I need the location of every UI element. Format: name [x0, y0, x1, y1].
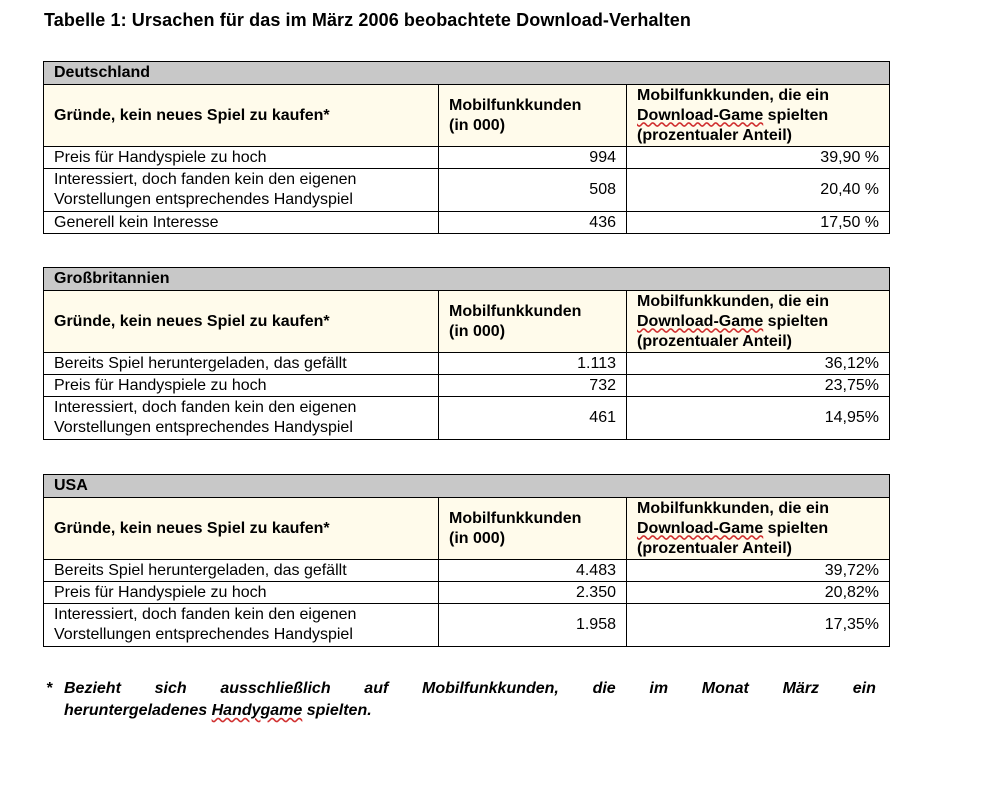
header-share-line3: (prozentualer Anteil) — [637, 332, 792, 350]
reason-cell — [44, 147, 439, 169]
share-cell: 14,95% — [627, 397, 890, 440]
customers-cell: 1.113 — [439, 353, 627, 375]
share-cell: 20,40 % — [627, 169, 890, 212]
column-header-customers — [439, 498, 627, 560]
header-share-line1: Mobilfunkkunden, die ein — [637, 86, 829, 104]
reason-line2: Vorstellungen entsprechendes Handyspiel — [54, 191, 353, 208]
customers-cell: 732 — [439, 375, 627, 397]
share-cell: 17,50 % — [627, 212, 890, 234]
header-share-line2-rest: spielten — [763, 106, 829, 124]
country-row — [44, 268, 890, 291]
header-share-download-game: Download-Game — [637, 312, 764, 330]
reason-line1: Interessiert, doch fanden kein den eigenen — [54, 606, 357, 623]
column-header-reasons: Gründe, kein neues Spiel zu kaufen* — [44, 85, 439, 147]
header-share-line2 — [637, 106, 879, 126]
header-customers-line2: (in 000) — [449, 322, 506, 340]
customers-cell: 994 — [439, 147, 627, 169]
table-row — [44, 147, 890, 169]
reason-cell — [44, 397, 439, 440]
column-header-reasons: Gründe, kein neues Spiel zu kaufen* — [44, 291, 439, 353]
header-customers-line2: (in 000) — [449, 529, 506, 547]
table-row — [44, 169, 890, 212]
reason-line1: Generell kein Interesse — [54, 213, 219, 231]
footnote-word: ein — [852, 680, 876, 697]
country-row — [44, 62, 890, 85]
footnote-word: auf — [364, 680, 389, 697]
table-grossbritannien — [43, 267, 890, 440]
table-row — [44, 582, 890, 604]
footnote-word: Monat — [701, 680, 749, 697]
reason-line1: Bereits Spiel heruntergeladen, das gefällt — [54, 354, 347, 372]
table-deutschland — [43, 61, 890, 234]
reason-cell — [44, 375, 439, 397]
footnote-line2-start: heruntergeladenes — [64, 702, 212, 719]
reason-line1: Preis für Handyspiele zu hoch — [54, 148, 267, 166]
header-share-line2 — [637, 312, 879, 332]
footnote-word: Mobilfunkkunden, — [422, 680, 559, 697]
footnote-marker: * — [46, 680, 53, 697]
header-customers-line1: Mobilfunkkunden — [449, 509, 582, 527]
footnote-text — [64, 678, 876, 722]
reason-line1: Preis für Handyspiele zu hoch — [54, 376, 267, 394]
header-customers-line2: (in 000) — [449, 116, 506, 134]
footnote-line2 — [64, 700, 876, 722]
table-usa — [43, 474, 890, 647]
table-row — [44, 375, 890, 397]
share-cell: 23,75% — [627, 375, 890, 397]
footnote-word: im — [649, 680, 669, 697]
country-heading: USA — [44, 475, 890, 498]
column-header-share — [627, 498, 890, 560]
column-header-reasons: Gründe, kein neues Spiel zu kaufen* — [44, 498, 439, 560]
customers-cell: 2.350 — [439, 582, 627, 604]
header-share-line2 — [637, 519, 879, 539]
share-cell: 17,35% — [627, 604, 890, 647]
reason-line1: Interessiert, doch fanden kein den eigenen — [54, 171, 357, 188]
header-row — [44, 291, 890, 353]
share-cell: 20,82% — [627, 582, 890, 604]
header-share-download-game: Download-Game — [637, 106, 764, 124]
country-heading: Großbritannien — [44, 268, 890, 291]
share-cell: 36,12% — [627, 353, 890, 375]
header-row — [44, 498, 890, 560]
reason-cell — [44, 353, 439, 375]
footnote-word: Bezieht — [64, 680, 121, 697]
column-header-customers — [439, 291, 627, 353]
reason-cell — [44, 560, 439, 582]
customers-cell: 508 — [439, 169, 627, 212]
header-share-line2-rest: spielten — [763, 312, 829, 330]
reason-line1: Interessiert, doch fanden kein den eigenen — [54, 399, 357, 416]
footnote-line1 — [64, 678, 876, 700]
footnote-word: sich — [154, 680, 187, 697]
document-title: Tabelle 1: Ursachen für das im März 2006 beobachtete Download-Verhalten — [44, 10, 691, 30]
header-share-line1: Mobilfunkkunden, die ein — [637, 499, 829, 517]
column-header-customers — [439, 85, 627, 147]
country-row — [44, 475, 890, 498]
reason-line2: Vorstellungen entsprechendes Handyspiel — [54, 419, 353, 436]
header-share-line1: Mobilfunkkunden, die ein — [637, 292, 829, 310]
header-row — [44, 85, 890, 147]
header-share-line3: (prozentualer Anteil) — [637, 539, 792, 557]
footnote-word: März — [782, 680, 820, 697]
header-share-line2-rest: spielten — [763, 519, 829, 537]
footnote-word: ausschließlich — [220, 680, 331, 697]
column-header-share — [627, 85, 890, 147]
share-cell: 39,72% — [627, 560, 890, 582]
header-customers-line1: Mobilfunkkunden — [449, 302, 582, 320]
customers-cell: 436 — [439, 212, 627, 234]
reason-line2: Vorstellungen entsprechendes Handyspiel — [54, 626, 353, 643]
footnote — [46, 678, 876, 722]
reason-cell — [44, 604, 439, 647]
header-share-line3: (prozentualer Anteil) — [637, 126, 792, 144]
table-row — [44, 604, 890, 647]
footnote-handygame: Handygame — [211, 702, 303, 719]
header-share-download-game: Download-Game — [637, 519, 764, 537]
footnote-word: die — [592, 680, 616, 697]
customers-cell: 4.483 — [439, 560, 627, 582]
reason-cell — [44, 169, 439, 212]
customers-cell: 461 — [439, 397, 627, 440]
table-row — [44, 560, 890, 582]
table-row — [44, 212, 890, 234]
reason-cell — [44, 212, 439, 234]
column-header-share — [627, 291, 890, 353]
footnote-line2-end: spielten. — [302, 702, 372, 719]
table-row — [44, 397, 890, 440]
share-cell: 39,90 % — [627, 147, 890, 169]
reason-line1: Bereits Spiel heruntergeladen, das gefällt — [54, 561, 347, 579]
reason-cell — [44, 582, 439, 604]
country-heading: Deutschland — [44, 62, 890, 85]
header-customers-line1: Mobilfunkkunden — [449, 96, 582, 114]
customers-cell: 1.958 — [439, 604, 627, 647]
reason-line1: Preis für Handyspiele zu hoch — [54, 583, 267, 601]
table-row — [44, 353, 890, 375]
